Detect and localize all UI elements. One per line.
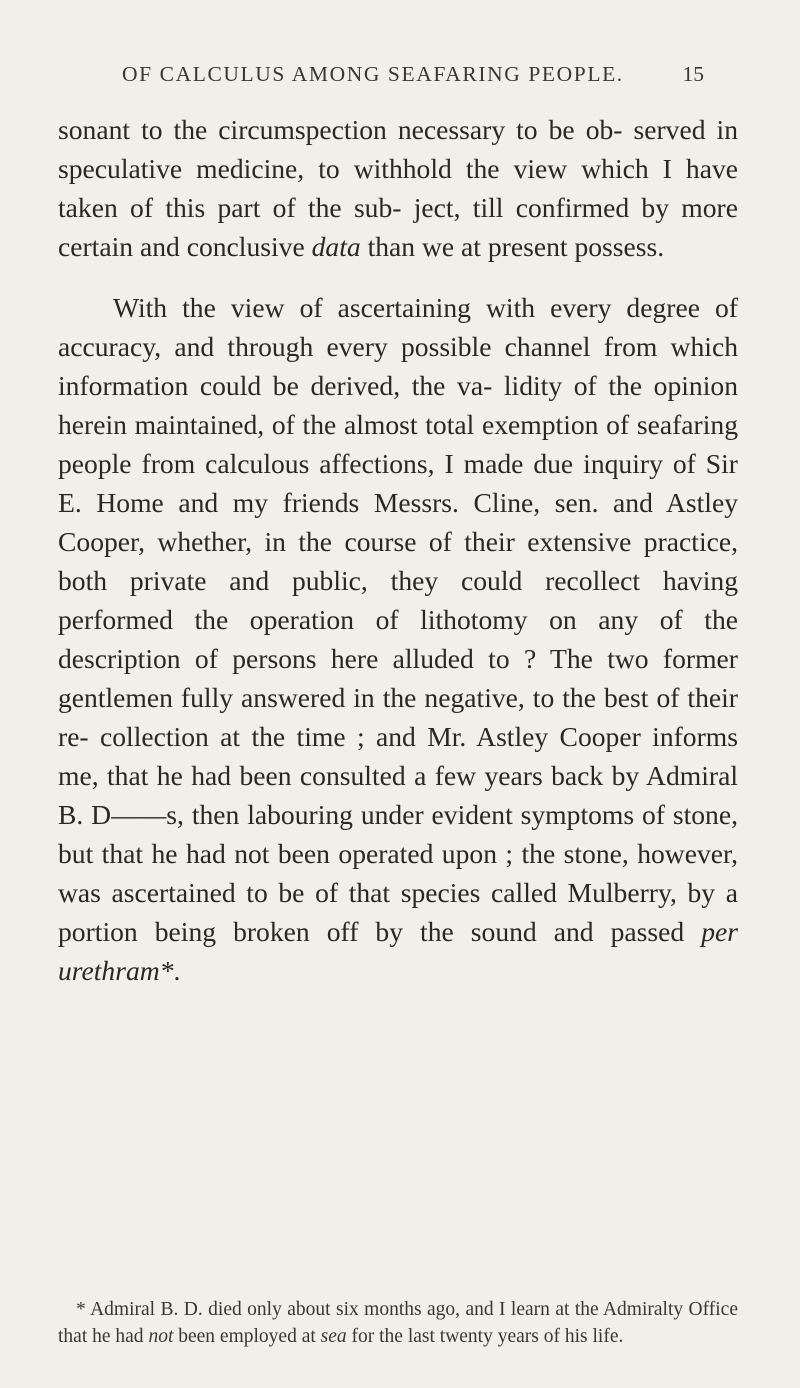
footnote-text: [58, 1296, 738, 1350]
page-number: 15: [682, 62, 704, 86]
running-title: OF CALCULUS AMONG SEAFARING PEOPLE.: [122, 62, 624, 86]
footnote-italic: sea: [320, 1326, 347, 1347]
footnote-part: for the last twenty years of his life.: [346, 1326, 624, 1347]
paragraph-text: .: [173, 955, 181, 986]
footnote: [58, 1296, 738, 1350]
paragraph-1: [58, 110, 738, 266]
running-header: [122, 62, 704, 92]
footnote-part: been employed at: [173, 1326, 321, 1347]
paragraph-text: With the view of ascertaining with every degree of accuracy, and through every possible channel from which information could be derived, the va- lidity of the opinion herein maintained, of the almost total exemption of seafaring people from calculous affections, I made due inquiry of Sir E. Home and my friends Messrs. Cline, sen. and Astley Cooper, whether, in the course of their extensive practice, both private and public, they could recollect having performed the operation of lithotomy on any of the description of persons here alluded to ? The two former gentlemen fully answered in the negative, to the best of their re- collection at the time ; and Mr. Astley Cooper informs me, that he had been consulted a few years back by Admiral B. D——s, then labouring under evident symptoms of stone, but that he had not been operated upon ; the stone, however, was ascertained to be of that species called Mulberry, by a portion being broken off by the sound and passed: [58, 292, 738, 947]
paragraph-text: than we at present possess.: [360, 231, 665, 262]
italic-text: per urethram*: [58, 916, 738, 986]
paragraph-text: sonant to the circumspection necessary to be ob- served in speculative medicine, to withhold the view which I have taken of this part of the sub- ject, till confirmed by more certain and conclusive: [58, 114, 738, 262]
footnote-italic: not: [148, 1326, 174, 1347]
body-text: [58, 110, 738, 990]
footnote-part: * Admiral B. D. died only about six months ago, and I learn at the Admiralty Office that he had: [58, 1299, 738, 1347]
italic-text: data: [311, 231, 361, 262]
paragraph-2: [58, 288, 738, 990]
